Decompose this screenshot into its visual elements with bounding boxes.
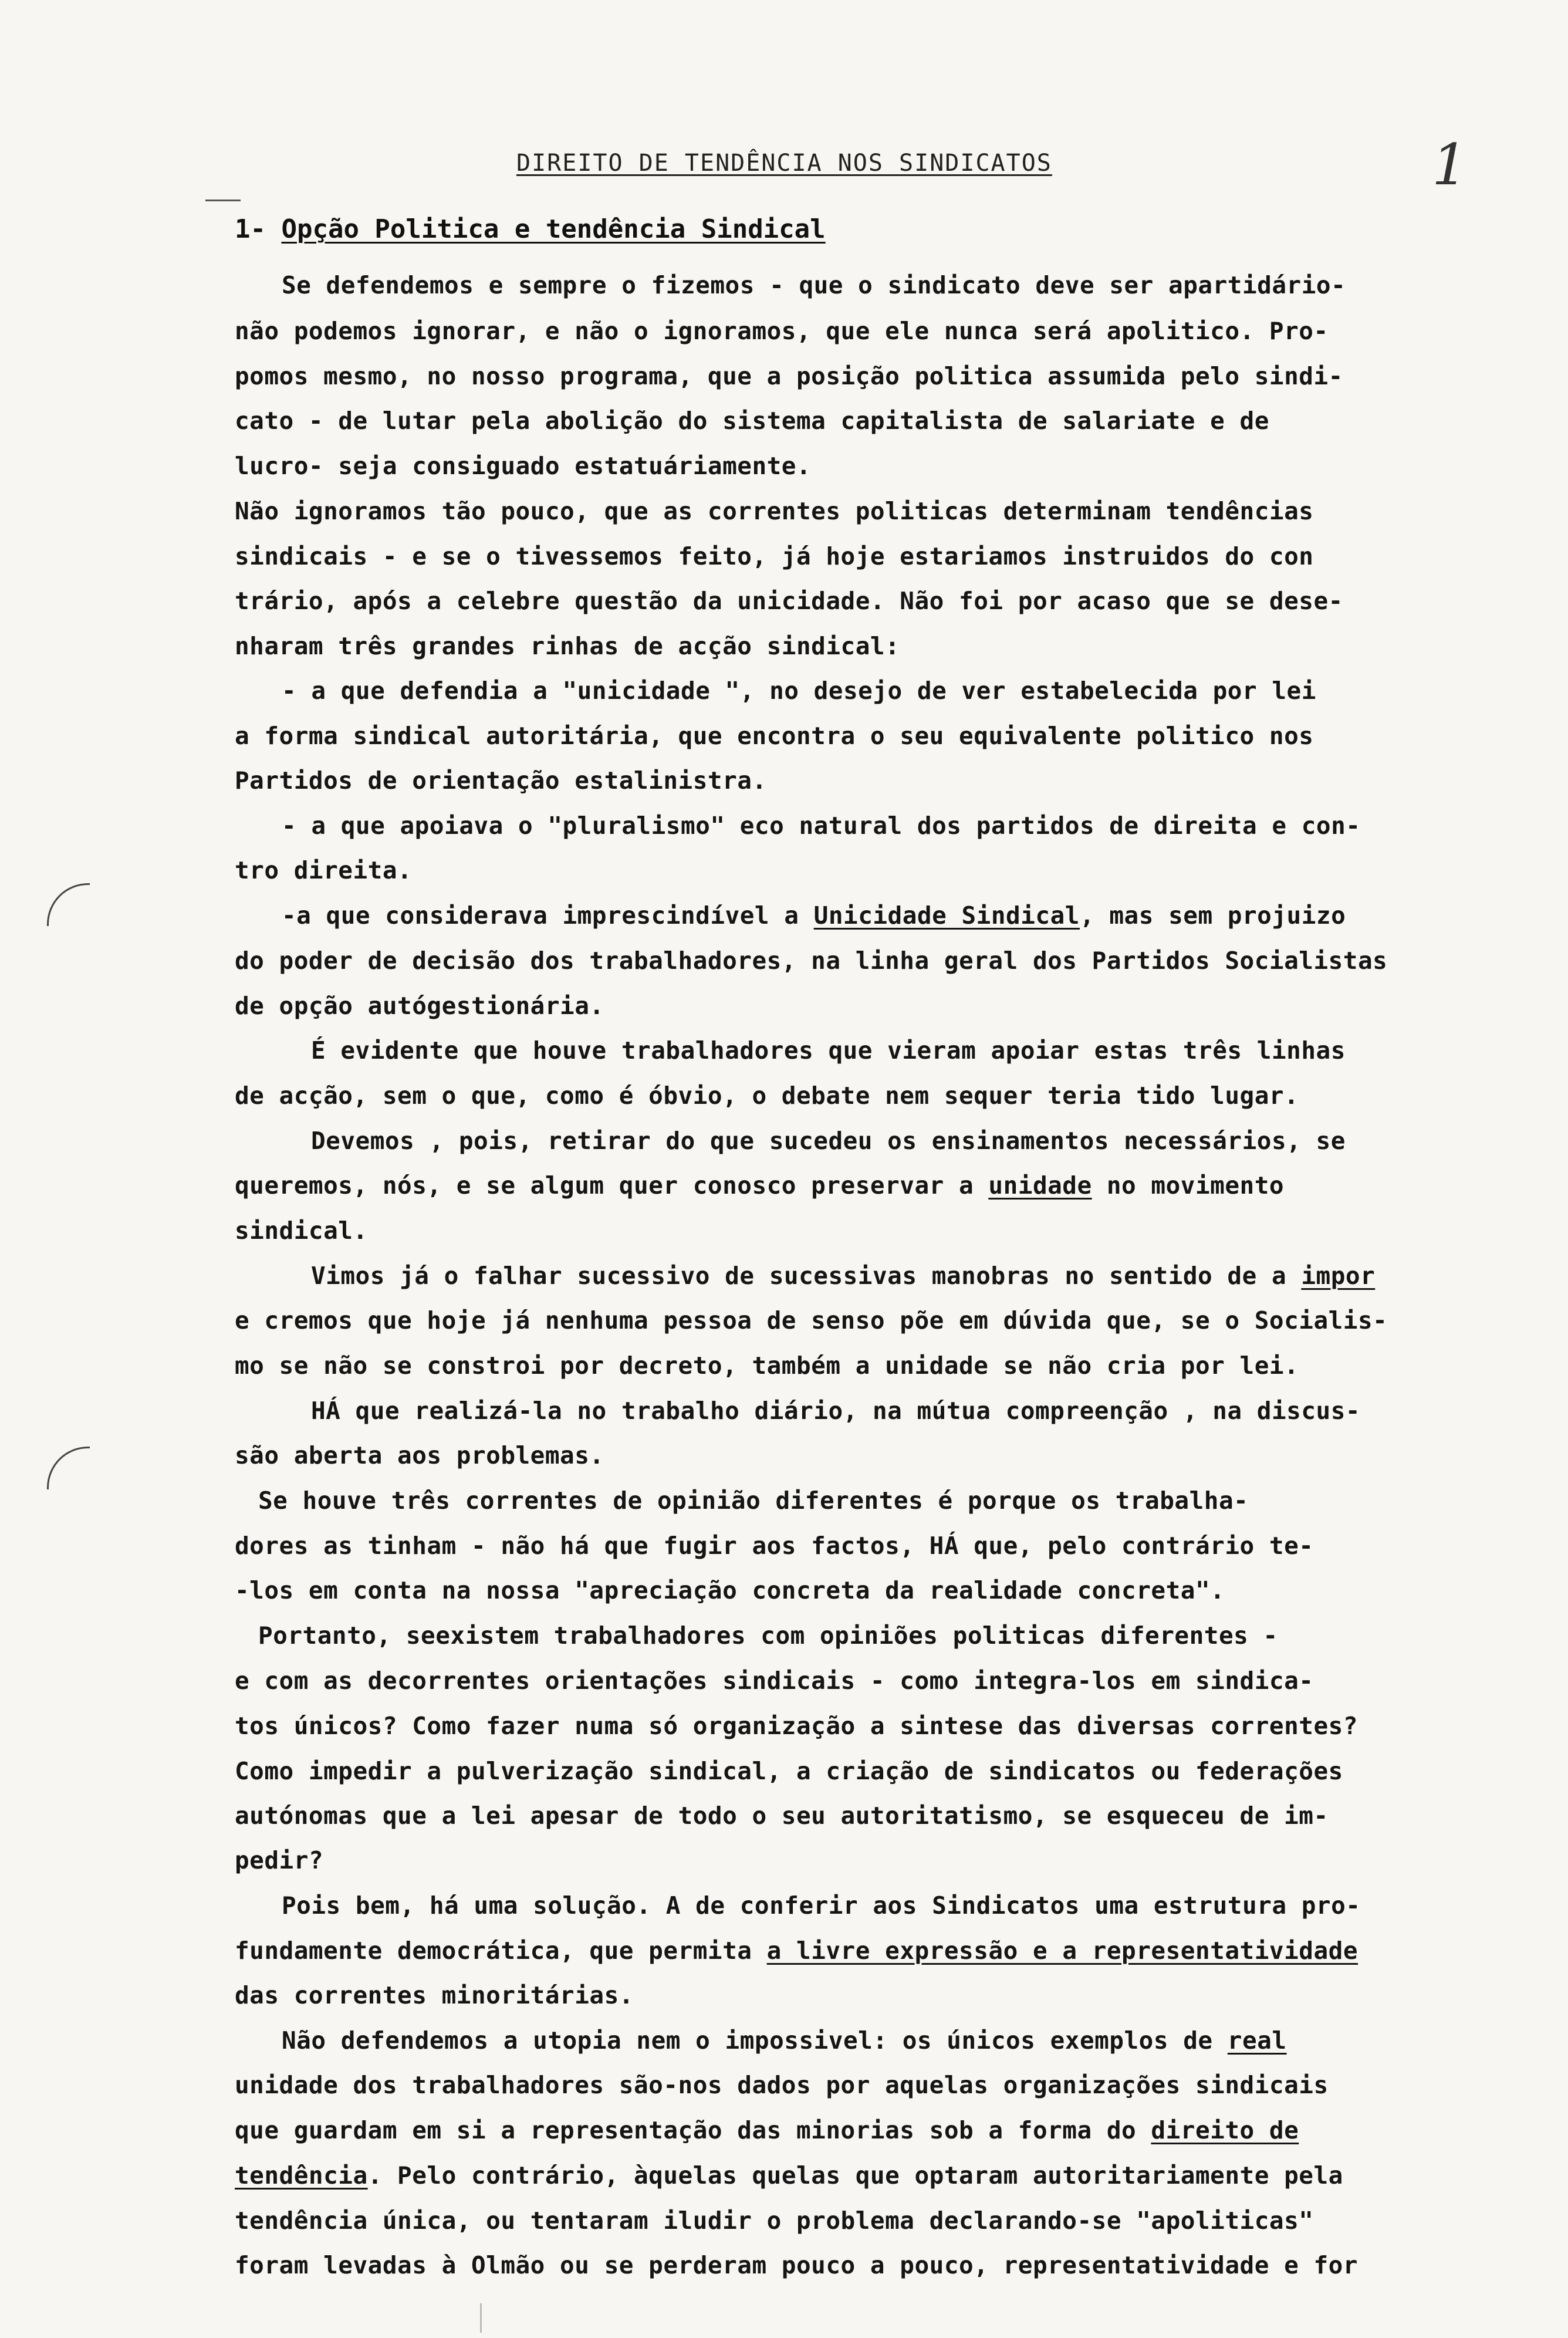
text-segment: das correntes minoritárias. [235, 1981, 634, 2009]
text-line [235, 632, 1502, 660]
underlined-text: unidade [988, 1171, 1092, 1200]
text-line [235, 1981, 1502, 2009]
text-line [282, 271, 1549, 299]
text-line [235, 2207, 1502, 2235]
margin-mark [47, 883, 90, 926]
section-heading [235, 214, 826, 244]
text-segment: - a que defendia a "unicidade ", no desejo de ver estabelecida por lei [282, 677, 1316, 705]
document-title: DIREITO DE TENDÊNCIA NOS SINDICATOS [516, 150, 1052, 177]
text-line [311, 1262, 1568, 1290]
text-line [235, 1441, 1502, 1469]
underlined-text: tendência [235, 2161, 368, 2190]
text-line [235, 1171, 1502, 1200]
text-segment: pedir? [235, 1846, 324, 1874]
text-line [235, 542, 1502, 570]
section-number: 1- [235, 214, 266, 244]
text-line [235, 1667, 1502, 1695]
text-line [235, 947, 1502, 975]
text-segment: do poder de decisão dos trabalhadores, na linha geral dos Partidos Socialistas [235, 947, 1388, 975]
text-line [311, 1127, 1568, 1155]
text-segment: tendência única, ou tentaram iludir o problema declarando-se "apoliticas" [235, 2207, 1314, 2235]
text-line [235, 1306, 1502, 1334]
text-line [282, 812, 1549, 840]
text-line [235, 452, 1502, 480]
text-line [235, 1576, 1502, 1604]
text-line [235, 2116, 1502, 2144]
margin-dash [205, 200, 241, 201]
text-segment: -los em conta na nossa "apreciação concreta da realidade concreta". [235, 1576, 1225, 1604]
text-segment: - a que apoiava o "pluralismo" eco natural dos partidos de direita e con- [282, 812, 1361, 840]
text-segment: mo se não se constroi por decreto, também a unidade se não cria por lei. [235, 1352, 1299, 1380]
text-segment: lucro- seja consiguado estatuáriamente. [235, 452, 812, 480]
text-line [235, 317, 1502, 345]
text-segment: -a que considerava imprescindível a [282, 901, 814, 930]
text-segment: Vimos já o falhar sucessivo de sucessivas manobras no sentido de a [311, 1262, 1302, 1290]
text-segment: HÁ que realizá-la no trabalho diário, na mútua compreenção , na discus- [311, 1397, 1361, 1425]
text-segment: tos únicos? Como fazer numa só organização a sintese das diversas correntes? [235, 1712, 1358, 1740]
text-segment: , mas sem projuizo [1079, 901, 1346, 930]
text-segment: fundamente democrática, que permita [235, 1937, 767, 1965]
text-segment: Não ignoramos tão pouco, que as correntes politicas determinam tendências [235, 497, 1314, 525]
text-segment: Pois bem, há uma solução. A de conferir aos Sindicatos uma estrutura pro- [282, 1891, 1361, 1920]
text-segment: não podemos ignorar, e não o ignoramos, que ele nunca será apolitico. Pro- [235, 317, 1329, 345]
text-segment: dores as tinham - não há que fugir aos factos, HÁ que, pelo contrário te- [235, 1532, 1314, 1560]
text-line [235, 992, 1502, 1020]
text-line [235, 2161, 1502, 2190]
text-line [235, 2251, 1502, 2279]
text-segment: Partidos de orientação estalinistra. [235, 766, 767, 795]
text-line [311, 1397, 1568, 1425]
text-line [235, 1532, 1502, 1560]
text-segment: foram levadas à Olmão ou se perderam pouco a pouco, representatividade e for [235, 2251, 1358, 2279]
text-line [235, 497, 1502, 525]
text-line [235, 587, 1502, 615]
text-segment: sindicais - e se o tivessemos feito, já hoje estariamos instruidos do con [235, 542, 1314, 570]
text-line [282, 677, 1549, 705]
text-line [282, 1891, 1549, 1920]
text-line [235, 1802, 1502, 1830]
text-segment: Devemos , pois, retirar do que sucedeu os ensinamentos necessários, se [311, 1127, 1346, 1155]
underlined-text: Unicidade Sindical [813, 901, 1080, 930]
text-line [235, 1352, 1502, 1380]
text-segment: são aberta aos problemas. [235, 1441, 604, 1469]
text-line [235, 1712, 1502, 1740]
margin-tick [480, 2303, 482, 2333]
text-line [235, 1937, 1502, 1965]
text-line [282, 2026, 1549, 2055]
underlined-text: real [1227, 2026, 1287, 2055]
text-segment: nharam três grandes rinhas de acção sindical: [235, 632, 900, 660]
text-segment: cato - de lutar pela abolição do sistema capitalista de salariate e de [235, 407, 1269, 435]
page-number: 1 [1432, 132, 1468, 198]
text-segment: Portanto, seexistem trabalhadores com opiniões politicas diferentes - [258, 1621, 1278, 1650]
text-segment: Se houve três correntes de opinião diferentes é porque os trabalha- [258, 1486, 1249, 1515]
text-segment: que guardam em si a representação das minorias sob a forma do [235, 2116, 1151, 2144]
text-line [235, 856, 1502, 884]
text-segment: no movimento [1091, 1171, 1285, 1200]
text-line [235, 722, 1502, 750]
text-segment: sindical. [235, 1217, 368, 1245]
margin-mark [47, 1447, 90, 1489]
text-segment: queremos, nós, e se algum quer conosco preservar a [235, 1171, 989, 1200]
text-line [258, 1486, 1526, 1515]
text-line [311, 1036, 1568, 1065]
text-line [235, 1757, 1502, 1785]
text-line [235, 766, 1502, 795]
text-line [235, 1217, 1502, 1245]
text-segment: pomos mesmo, no nosso programa, que a posição politica assumida pelo sindi- [235, 362, 1343, 390]
text-line [235, 2071, 1502, 2099]
text-segment: e com as decorrentes orientações sindicais - como integra-los em sindica- [235, 1667, 1314, 1695]
text-segment: autónomas que a lei apesar de todo o seu autoritatismo, se esqueceu de im- [235, 1802, 1329, 1830]
text-segment: . Pelo contrário, àquelas quelas que optaram autoritariamente pela [367, 2161, 1343, 2190]
underlined-text: a livre expressão e a representatividade [766, 1937, 1359, 1965]
text-segment: É evidente que houve trabalhadores que vieram apoiar estas três linhas [311, 1036, 1346, 1065]
text-line [282, 901, 1549, 930]
underlined-text: direito de [1151, 2116, 1299, 2144]
text-line [235, 362, 1502, 390]
text-segment: trário, após a celebre questão da unicidade. Não foi por acaso que se dese- [235, 587, 1343, 615]
text-segment: tro direita. [235, 856, 413, 884]
text-segment: unidade dos trabalhadores são-nos dados por aquelas organizações sindicais [235, 2071, 1329, 2099]
text-segment: Não defendemos a utopia nem o impossivel: os únicos exemplos de [282, 2026, 1228, 2055]
text-segment: Se defendemos e sempre o fizemos - que o sindicato deve ser apartidário- [282, 271, 1346, 299]
text-segment: de acção, sem o que, como é óbvio, o debate nem sequer teria tido lugar. [235, 1082, 1299, 1110]
text-segment: e cremos que hoje já nenhuma pessoa de senso põe em dúvida que, se o Socialis- [235, 1306, 1388, 1334]
text-line [235, 1846, 1502, 1874]
section-heading-text: Opção Politica e tendência Sindical [281, 214, 826, 244]
text-line [235, 407, 1502, 435]
text-segment: de opção autógestionária. [235, 992, 604, 1020]
text-line [258, 1621, 1526, 1650]
underlined-text: impor [1301, 1262, 1376, 1290]
text-segment: a forma sindical autoritária, que encontra o seu equivalente politico nos [235, 722, 1314, 750]
text-segment: Como impedir a pulverização sindical, a criação de sindicatos ou federações [235, 1757, 1343, 1785]
text-line [235, 1082, 1502, 1110]
